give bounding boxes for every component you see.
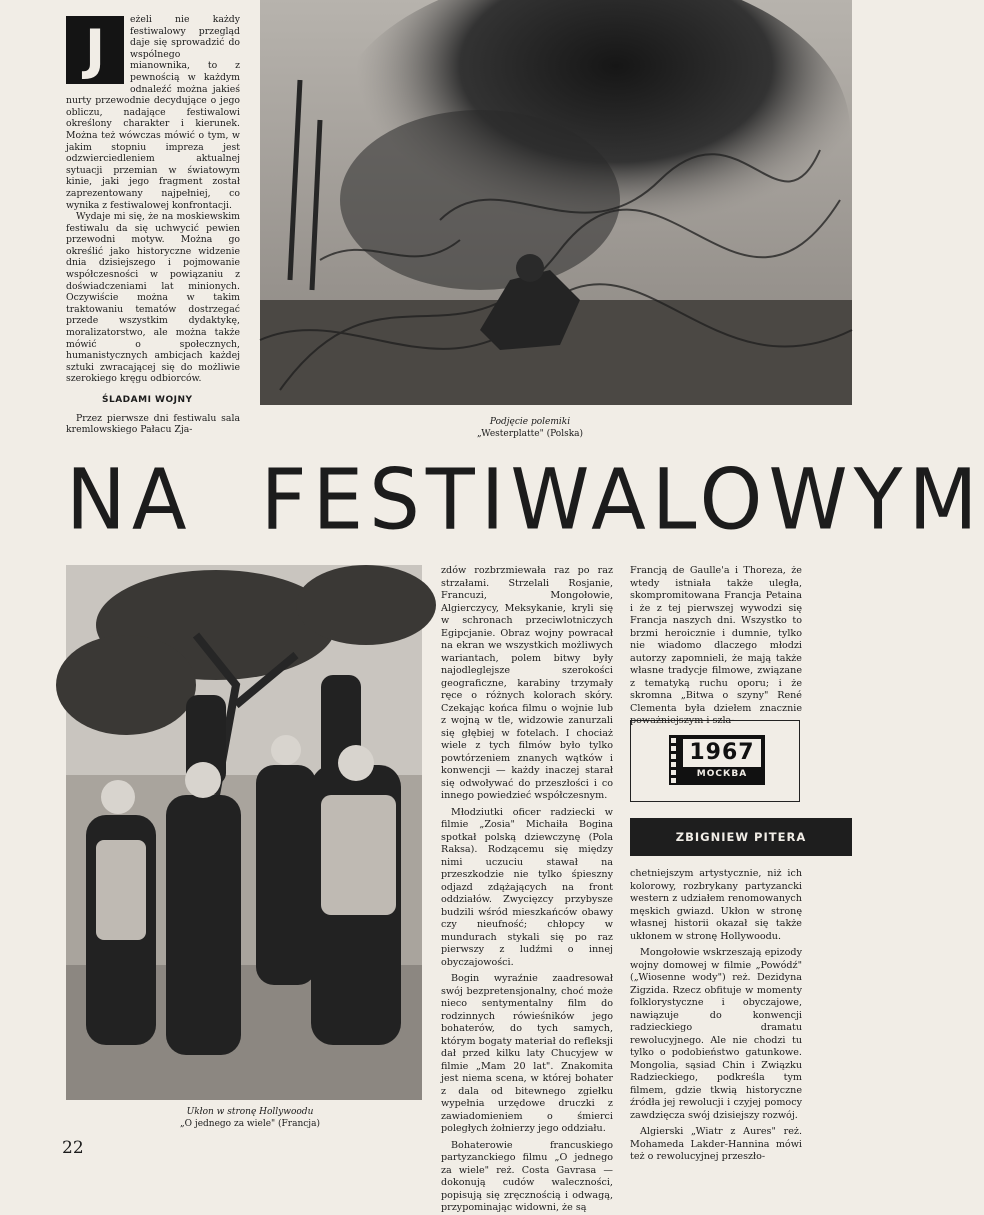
middle-paragraph-2: Młodziutki oficer radziecki w filmie „Zosia" Michaiła Bogina spotkał polską dziewczynę (Pola Raksa). Rodzącemu się między nimi uczuciu stawał na przeszkodzie nie tylko śpieszny odjazd zdążających na front oddziałów. Zwycięzcy przybysze budzili wśród mieszkańców obawy czy nieufność; chłopcy w mundurach stykali się po raz pierwszy z ludźmi o innej obyczajowości. [441,806,613,968]
festival-city: МОСКВА [696,769,748,779]
left-caption-film: „O jednego za wiele" (Francja) [180,1119,320,1129]
middle-paragraph-4: Bohaterowie francuskiego partyzanckiego filmu „O jednego za wiele" reż. Costa Gavrasa — dokonują cudów waleczności, popisują się zręcznością i odwagą, przypominając widowni, że są [441,1139,613,1213]
left-photo [66,565,422,1100]
left-caption-title: Ukłon w stronę Hollywoodu [186,1107,314,1117]
intro-paragraph-1: eżeli nie każdy festiwalowy przegląd daje się sprowadzić do wspólnego mianownika, to z pewnością w każdym odnaleźć można jakieś nurty przewodnie decydujące o jego obliczu, nadające festiwalowi określony charakter i kierunek. Można też wówczas mówić o tym, w jakim stopniu impreza jest odzwierciedleniem aktualnej sytuacji przemian w światowym kinie, jaki jego fragment został zaprezentowany najpełniej, co wynika z festiwalowej konfrontacji. [66,14,240,211]
middle-paragraph-3: Bogin wyraźnie zaadresował swój bezpretensjonalny, choć może nieco sentymentalny film do rodzinnych rówieśników jego bohaterów, do tych samych, którym bogaty materiał do refleksji dał przed kilku laty Chucyjew w filmie „Mam 20 lat". Znakomita jest niema scena, w której bohater z dala od bitewnego zgiełku wypełnia urzędowe druczki z zawiadomieniem o śmierci poległych żołnierzy jego oddziału. [441,973,613,1134]
film-strip-icon [669,735,765,785]
intro-paragraph-2: Wydaje mi się, że na moskiewskim festiwalu da się uchwycić pewien przewodni motyw. Można go określić jako historyczne widzenie dnia dzisiejszego i pojmowanie współczesności w powiązaniu z doświadczeniami lat minionych. Oczywiście można w takim traktowaniu tematów dostrzegać przede wszystkim dydaktykę, moralizatorstwo, ale można także mówić o społecznych, humanistycznych ambicjach każdej sztuki zwracającej się do możliwie szerokiego kręgu odbiorców. [66,211,240,385]
right-paragraph-3: Algierski „Wiatr z Aures" reż. Mohameda Lakder-Hannina mówi też o rewolucyjnej przeszło- [630,1126,802,1162]
title-word-2: FESTIWALOWYM [260,450,984,549]
intro-column [66,14,240,436]
festival-year: 1967 [683,739,761,767]
top-caption-title: Podjęcie polemiki [489,417,571,427]
partisans-image [66,565,422,1100]
top-photo [260,0,852,405]
column-right-bottom [630,868,802,1164]
intro-paragraph-3: Przez pierwsze dni festiwalu sala kremlowskiego Pałacu Zja- [66,412,240,436]
section-subheading: ŚLADAMI WOJNY [102,395,193,405]
page-number: 22 [62,1138,84,1158]
column-right-top [630,565,802,728]
festival-logo-box [630,720,800,802]
top-caption-film: „Westerplatte" (Polska) [476,429,584,439]
left-photo-caption [140,1106,360,1130]
top-photo-caption [430,416,630,440]
right-paragraph-1: chetniejszym artystycznie, niż ich kolorowy, rozbrykany partyzancki western z udziałem renomowanych męskich gwiazd. Ukłon w stronę własnej historii okazał się także ukłonem w stronę Hollywoodu. [630,868,802,942]
page-title [66,450,984,551]
right-paragraph-top: Francją de Gaulle'a i Thoreza, że wtedy istniała także uległa, skompromitowana Francja Petaina i że z tej pierwszej wywodzi się Francja naszych dni. Wszystko to brzmi heroicznie i dumnie, tylko nie wiadomo dlaczego młodzi autorzy zapomnieli, że mają także własne tradycje filmowe, związane z tematyką ruchu oporu; i że skromna „Bitwa o szyny" René Clementa była dziełem znacznie poważniejszym i szla- [630,565,802,726]
dropcap: J [66,16,124,84]
war-scene-image [260,0,852,405]
column-middle [441,565,613,1215]
right-paragraph-2: Mongołowie wskrzeszają epizody wojny domowej w filmie „Powódź" („Wiosenne wody") reż. Dezidyna Zigzida. Rzecz obfituje w momenty folklorystyczne i obyczajowe, nawiązuje do konwencji radzieckiego dramatu rewolucyjnego. Ale nie chodzi tu tylko o podobieństwo gatunkowe. Mongolia, sąsiad Chin i Związku Radzieckiego, podkreśla tym filmem, gdzie tkwią historyczne źródła jej rewolucji i czyjej pomocy zawdzięcza swój dzisiejszy rozwój. [630,947,802,1121]
title-word-1: NA [66,450,193,549]
middle-paragraph-1: zdów rozbrzmiewała raz po raz strzałami. Strzelali Rosjanie, Francuzi, Mongołowie, Algierczycy, Meksykanie, kryli się w schronach przeciwlotniczych Egipcjanie. Obraz wojny powracał na ekran we wszystkich możliwych wariantach, polem bitwy były najodleglejsze szerokości geograficzne, karabiny trzymały ręce o różnych kolorach skóry. Czekając końca filmu o wojnie lub z wojną w tle, widzowie zanurzali się głębiej w fotelach. I chociaż wiele z tych filmów było tylko powtórzeniem znanych wątków i konwencji — każdy inaczej starał się odwoływać do przeszłości i co innego powiedzieć współczesnym. [441,565,613,801]
author-byline: ZBIGNIEW PITERA [630,818,852,856]
